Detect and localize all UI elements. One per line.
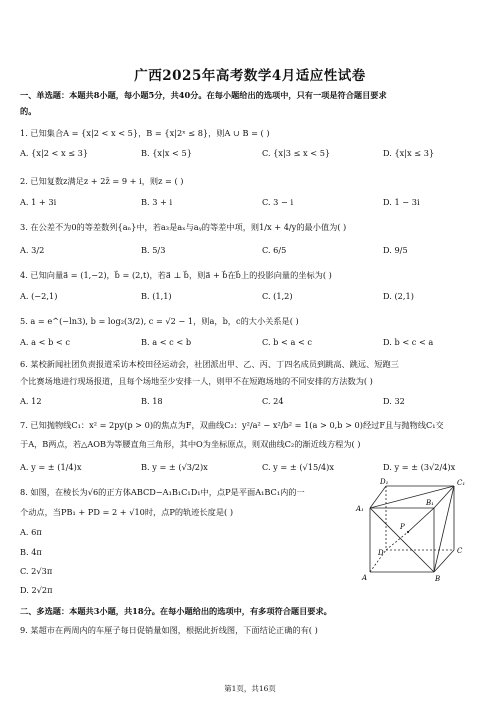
q3-option-c[interactable]: C. 6/5 <box>262 245 287 255</box>
q4-options <box>20 291 482 302</box>
q8-stem-line1: 8. 如图，在棱长为√6的正方体ABCD−A₁B₁C₁D₁中，点P是平面A₁BC₁内的一 <box>20 487 305 497</box>
q5-options <box>20 337 482 348</box>
q1-option-c[interactable]: C. {x|3 ≤ x < 5} <box>262 148 331 158</box>
q8-option-b[interactable]: B. 4π <box>20 547 42 557</box>
q7-stem-line2: 于A，B两点，若△AOB为等腰直角三角形，其中O为坐标原点，则双曲线C₂的渐近线方程为( ) <box>20 439 361 449</box>
q7-option-d[interactable]: D. y = ± (3√2/4)x <box>383 462 456 472</box>
q6-option-d[interactable]: D. 32 <box>383 396 405 406</box>
segment-pb1 <box>408 508 434 532</box>
edge-bc <box>434 550 454 572</box>
q3-option-b[interactable]: B. 5/3 <box>141 245 166 255</box>
q5-option-a[interactable]: A. a < b < c <box>20 337 70 347</box>
cube-figure <box>342 476 472 586</box>
q7-option-b[interactable]: B. y = ± (√3/2)x <box>141 462 208 472</box>
page-footer: 第1页，共16页 <box>224 684 276 693</box>
q7-stem-line1: 7. 已知抛物线C₁：x² = 2py(p > 0)的焦点为F，双曲线C₂：y²/a² − x²/b² = 1(a > 0,b > 0)经过F且与抛物线C₁交 <box>20 420 444 430</box>
q2-options <box>20 197 482 208</box>
q2-option-c[interactable]: C. 3 − i <box>262 197 294 207</box>
q1-option-a[interactable]: A. {x|2 < x ≤ 3} <box>20 148 89 158</box>
q5-option-c[interactable]: C. b < a < c <box>262 337 313 347</box>
section1-heading-line2: 的。 <box>20 106 37 116</box>
q9-stem: 9. 某超市在两周内的车厘子每日促销量如图，根据此折线图，下面结论正确的有( ) <box>20 625 318 635</box>
q3-option-a[interactable]: A. 3/2 <box>20 245 45 255</box>
label-d: D <box>378 549 384 557</box>
q8-stem-line2: 个动点，当PB₁ + PD = 2 + √10时，点P的轨迹长度是( ) <box>20 507 234 517</box>
q8-option-a[interactable]: A. 6π <box>20 527 42 537</box>
page-title: 广西2025年高考数学4月适应性试卷 <box>134 68 366 84</box>
q5-option-d[interactable]: D. b < c < a <box>383 337 434 347</box>
q1-stem: 1. 已知集合A = {x|2 < x < 5}，B = {x|2ˣ ≤ 8}，则A ∪ B = ( ) <box>20 128 270 138</box>
q7-options <box>20 462 482 473</box>
q7-option-c[interactable]: C. y = ± (√15/4)x <box>262 462 334 472</box>
q4-option-c[interactable]: C. (1,2) <box>262 291 293 301</box>
q1-option-d[interactable]: D. {x|x ≤ 3} <box>383 148 435 158</box>
section2-heading: 二、多选题：本题共3小题，共18分。在每小题给出的选项中，有多项符合题目要求。 <box>20 606 332 616</box>
q8-option-d[interactable]: D. 2√2π <box>20 585 53 595</box>
q3-option-d[interactable]: D. 9/5 <box>383 245 408 255</box>
q2-option-a[interactable]: A. 1 + 3i <box>20 197 57 207</box>
point-p <box>407 531 409 533</box>
q6-stem-line2: 个比赛场地进行现场报道，且每个场地至少安排一人，则甲不在短跑场地的不同安排的方法数为( ) <box>20 376 373 386</box>
q4-stem: 4. 已知向量a⃗ = (1,−2)，b⃗ = (2,t)，若a⃗ ⊥ b⃗，则a⃗ + b⃗在b⃗上的投影向量的坐标为( ) <box>20 270 332 280</box>
q7-option-a[interactable]: A. y = ± (1/4)x <box>20 462 82 472</box>
label-p: P <box>400 523 405 531</box>
q1-option-b[interactable]: B. {x|x < 5} <box>141 148 192 158</box>
q8-option-c[interactable]: C. 2√3π <box>20 566 53 576</box>
q2-option-d[interactable]: D. 1 − 3i <box>383 197 420 207</box>
q1-options <box>20 148 482 159</box>
q4-option-b[interactable]: B. (1,1) <box>141 291 172 301</box>
label-b: B <box>435 575 441 583</box>
edge-b1c1 <box>434 486 454 508</box>
edge-a1c1 <box>370 486 454 508</box>
label-c1: C₁ <box>457 479 466 487</box>
q6-options <box>20 396 482 407</box>
edge-a1b <box>370 508 434 572</box>
section1-heading-line1: 一、单选题：本题共8小题，每小题5分，共40分。在每小题给出的选项中，只有一项是符合题目要求 <box>20 90 387 100</box>
q6-stem-line1: 6. 某校新闻社团负责报道采访本校田径运动会，社团派出甲、乙、丙、丁四名成员到跳高、跳远、短跑三 <box>20 359 399 369</box>
edge-c1b <box>434 486 454 572</box>
q3-stem: 3. 在公差不为0的等差数列{aₙ}中，若a₃是aₓ与aᵧ的等差中项，则1/x + 4/y的最小值为( ) <box>20 222 347 232</box>
q2-option-b[interactable]: B. 3 + i <box>141 197 173 207</box>
label-d1: D₁ <box>380 478 389 486</box>
q5-option-b[interactable]: B. a < c < b <box>141 337 192 347</box>
label-a: A <box>362 574 368 582</box>
q5-stem: 5. a = e^(−ln3), b = log₂(3/2), c = √2 − 1，则a，b，c的大小关系是( ) <box>20 316 299 326</box>
label-c: C <box>457 547 463 555</box>
label-b1: B₁ <box>426 499 434 507</box>
q2-stem: 2. 已知复数z满足z + 2z̄ = 9 + i，则z = ( ) <box>20 176 184 186</box>
q6-option-b[interactable]: B. 18 <box>141 396 163 406</box>
q6-option-a[interactable]: A. 12 <box>20 396 42 406</box>
label-a1: A₁ <box>356 505 364 513</box>
q6-option-c[interactable]: C. 24 <box>262 396 284 406</box>
q4-option-a[interactable]: A. (−2,1) <box>20 291 58 301</box>
q4-option-d[interactable]: D. (2,1) <box>383 291 414 301</box>
q3-options <box>20 245 482 256</box>
